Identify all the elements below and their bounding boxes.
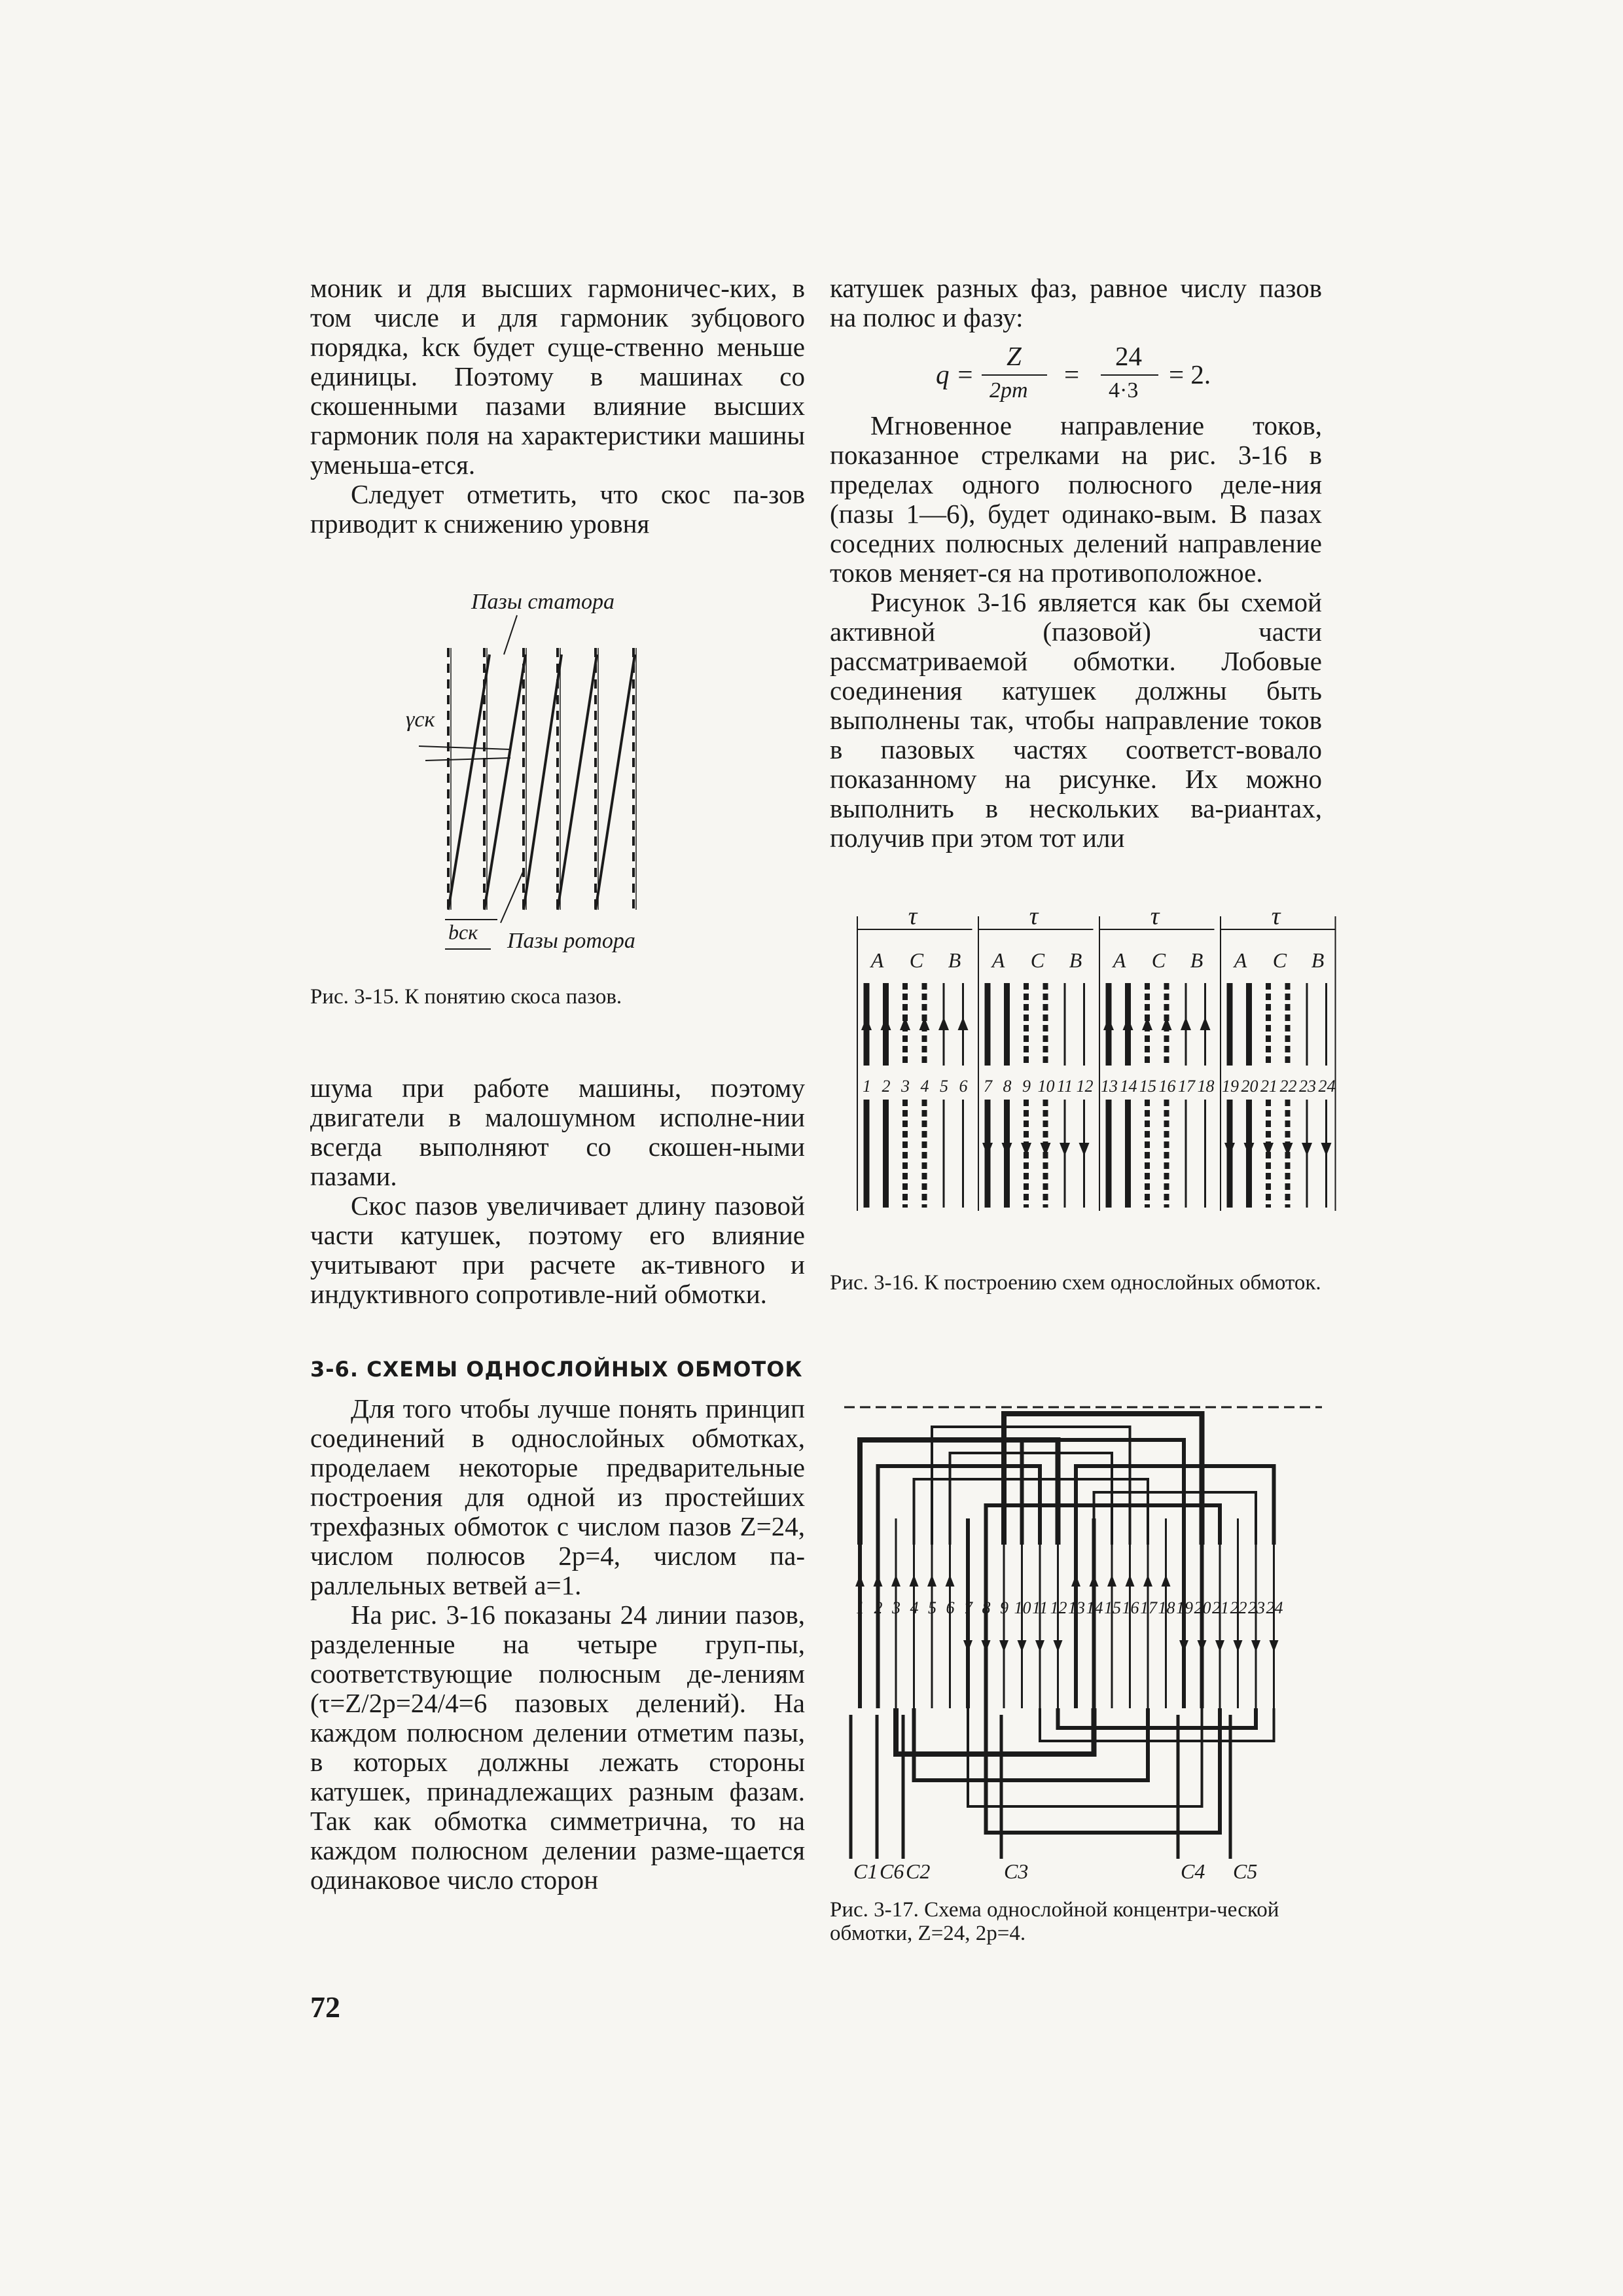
phase-label: C [1272, 948, 1287, 972]
end-connection [932, 1427, 1130, 1545]
current-arrow [1090, 1575, 1099, 1587]
slot-number: 19 [1176, 1598, 1193, 1617]
slot-number: 19 [1222, 1077, 1239, 1096]
current-arrow [982, 1640, 991, 1652]
page-number: 72 [310, 1990, 340, 2024]
phase-label: C [909, 948, 924, 972]
current-arrow [1079, 1143, 1090, 1156]
label-stator-slots: Пазы статора [471, 590, 615, 614]
tau-label: τ [1271, 910, 1281, 930]
end-connection [896, 1708, 1094, 1754]
slot-number: 6 [959, 1077, 968, 1096]
slot-number: 17 [1178, 1077, 1195, 1096]
formula-denominator: 4·3 [1109, 378, 1139, 403]
current-arrow [1143, 1575, 1152, 1587]
current-arrow [938, 1017, 949, 1030]
terminal-label: C1 [853, 1859, 878, 1883]
current-arrow [855, 1575, 865, 1587]
slot-number: 11 [1032, 1598, 1048, 1617]
slot-number: 2 [874, 1598, 883, 1617]
current-arrow [999, 1640, 1008, 1652]
paragraph: моник и для высших гармоничес-ких, в том числе и для гармоник зубцового порядка, kск будет суще-ственно меньше единицы. Поэтому в машинах со скошенными пазами влияние высших гармоник поля на характеристики машины уменьша-ется. [310, 273, 805, 480]
current-arrow [1198, 1640, 1207, 1652]
end-connection [1040, 1708, 1274, 1741]
slot-number: 21 [1260, 1077, 1277, 1096]
end-connection [1058, 1708, 1257, 1728]
phase-label: A [1234, 948, 1247, 972]
end-connection [1094, 1492, 1257, 1545]
current-arrow [1283, 1143, 1293, 1156]
current-arrow [1321, 1143, 1332, 1156]
slot-number: 14 [1086, 1598, 1103, 1617]
current-arrow [1200, 1017, 1211, 1030]
slot-number: 2 [882, 1077, 891, 1096]
end-connection [914, 1708, 1149, 1780]
paragraph: Для того чтобы лучше понять принцип соединений в однослойных обмотках, проделаем некоторые предварительные построения для одной из простейших трехфазных обмоток с числом пазов Z=24, числом полюсов 2p=4, числом па-раллельных ветвей a=1. [310, 1393, 805, 1600]
current-arrow [1251, 1640, 1260, 1652]
slot-number: 10 [1014, 1598, 1031, 1617]
current-arrow [910, 1575, 919, 1587]
rotor-slot [558, 655, 597, 910]
current-arrow [891, 1575, 901, 1587]
slot-number: 5 [940, 1077, 948, 1096]
figure-3-15 [366, 583, 694, 1001]
slot-number: 11 [1057, 1077, 1073, 1096]
right-column [830, 274, 1322, 332]
end-connection [860, 1440, 1058, 1545]
rotor-slot [596, 655, 635, 910]
terminal-label: C6 [880, 1859, 904, 1883]
slot-number: 7 [964, 1598, 972, 1617]
current-arrow [1181, 1017, 1191, 1030]
phase-label: B [1069, 948, 1082, 972]
slot-number: 16 [1158, 1077, 1176, 1096]
paragraph: На рис. 3-16 показаны 24 линии пазов, разделенные на четыре груп-пы, соответствующие полюсным де-лениям (τ=Z/2p=24/4=6 пазовых делений). На каждом полюсном делении отметим пазы, в которых должны лежать стороны катушек, принадлежащих разным фазам. Так как обмотка симметрична, то на каждом полюсном делении разме-щается одинаковое число сторон [310, 1600, 805, 1895]
slot-number: 18 [1158, 1598, 1175, 1617]
slot-number: 3 [901, 1077, 910, 1096]
paragraph: шума при работе машины, поэтому двигатели в малошумном исполне-нии всегда выполняют со скошен-ными пазами. [310, 1073, 805, 1191]
slot-number: 7 [984, 1077, 992, 1096]
slot-number: 10 [1037, 1077, 1055, 1096]
slot-number: 13 [1068, 1598, 1085, 1617]
end-connection [968, 1708, 1202, 1806]
slot-number: 22 [1230, 1598, 1247, 1617]
formula-q [936, 340, 1263, 406]
slot-number: 1 [863, 1077, 871, 1096]
rotor-slot [484, 655, 526, 910]
label-b: bск [448, 920, 478, 944]
current-arrow [1224, 1143, 1235, 1156]
formula-rhs: = 2. [1169, 359, 1211, 389]
current-arrow [861, 1017, 872, 1030]
current-arrow [919, 1017, 930, 1030]
current-arrow [1054, 1640, 1063, 1652]
tau-label: τ [1029, 910, 1039, 930]
current-arrow [1002, 1143, 1012, 1156]
current-arrow [1060, 1143, 1070, 1156]
phase-label: B [948, 948, 961, 972]
slot-number: 9 [1022, 1077, 1031, 1096]
terminal-label: C5 [1233, 1859, 1258, 1883]
current-arrow [1162, 1575, 1171, 1587]
current-arrow [1021, 1143, 1031, 1156]
slot-number: 12 [1050, 1598, 1067, 1617]
slot-number: 20 [1241, 1077, 1258, 1096]
section-heading: 3-6. СХЕМЫ ОДНОСЛОЙНЫХ ОБМОТОК [310, 1357, 803, 1382]
tau-label: τ [1150, 910, 1160, 930]
rotor-slot [524, 655, 562, 910]
current-arrow [982, 1143, 993, 1156]
left-column-continued [310, 1073, 805, 1309]
formula-numerator: Z [1007, 341, 1022, 371]
slot-number: 16 [1122, 1598, 1139, 1617]
terminal-label: C4 [1181, 1859, 1205, 1883]
current-arrow [946, 1575, 955, 1587]
slot-number: 23 [1299, 1077, 1316, 1096]
left-column-section [310, 1394, 805, 1895]
slot-number: 22 [1279, 1077, 1297, 1096]
phase-label: B [1311, 948, 1325, 972]
phase-label: C [1151, 948, 1166, 972]
slot-number: 9 [1000, 1598, 1008, 1617]
slot-number: 15 [1139, 1077, 1156, 1096]
current-arrow [927, 1575, 936, 1587]
phase-label: A [870, 948, 884, 972]
slot-number: 8 [1003, 1077, 1012, 1096]
current-arrow [1123, 1017, 1133, 1030]
phase-label: B [1190, 948, 1204, 972]
formula-numerator: 24 [1115, 341, 1142, 371]
label-rotor-slots: Пазы ротора [507, 929, 635, 953]
slot-number: 8 [982, 1598, 991, 1617]
current-arrow [958, 1017, 969, 1030]
current-arrow [1162, 1017, 1172, 1030]
slot-number: 18 [1197, 1077, 1215, 1096]
slot-number: 1 [856, 1598, 865, 1617]
formula-eq: = [1064, 359, 1080, 389]
current-arrow [1107, 1575, 1116, 1587]
slot-number: 5 [928, 1598, 936, 1617]
slot-number: 23 [1248, 1598, 1265, 1617]
phase-label: C [1030, 948, 1045, 972]
current-arrow [874, 1575, 883, 1587]
current-arrow [1244, 1143, 1255, 1156]
paragraph: Следует отметить, что скос па-зов приводит к снижению уровня [310, 479, 805, 539]
formula-denominator: 2pm [990, 378, 1028, 403]
paragraph: Мгновенное направление токов, показанное стрелками на рис. 3-16 в пределах одного полюсного деле-ния (пазы 1—6), будет одинако-вым. В пазах соседних полюсных делений направление токов меняет-ся на противоположное. [830, 410, 1322, 588]
paragraph: катушек разных фаз, равное числу пазов на полюс и фазу: [830, 273, 1322, 332]
slot-number: 12 [1076, 1077, 1094, 1096]
slot-number: 6 [946, 1598, 955, 1617]
current-arrow [1302, 1143, 1312, 1156]
slot-number: 24 [1318, 1077, 1336, 1096]
fig15-caption: Рис. 3-15. К понятию скоса пазов. [310, 985, 622, 1009]
current-arrow [900, 1017, 910, 1030]
phase-label: A [991, 948, 1005, 972]
right-column-continued [830, 411, 1322, 853]
slot-number: 24 [1266, 1598, 1283, 1617]
current-arrow [963, 1640, 972, 1652]
current-arrow [1142, 1017, 1152, 1030]
current-arrow [881, 1017, 891, 1030]
current-arrow [1071, 1575, 1080, 1587]
slot-number: 17 [1140, 1598, 1157, 1617]
current-arrow [1179, 1640, 1188, 1652]
current-arrow [1270, 1640, 1279, 1652]
current-arrow [1126, 1575, 1135, 1587]
slot-number: 4 [910, 1598, 919, 1617]
phase-label: A [1113, 948, 1126, 972]
slot-number: 14 [1120, 1077, 1137, 1096]
figure-3-17 [838, 1388, 1335, 1885]
terminal-label: C2 [906, 1859, 931, 1883]
current-arrow [1035, 1640, 1044, 1652]
paragraph: Рисунок 3-16 является как бы схемой активной (пазовой) части рассматриваемой обмотки. Лобовые соединения катушек должны быть выполнены так, чтобы направление токов в пазовых частях соответст-вовало показанному на рисунке. Их можно выполнить в нескольких ва-риантах, получив при этом тот или [830, 587, 1322, 853]
slot-number: 4 [920, 1077, 929, 1096]
figure-3-16 [848, 910, 1346, 1250]
current-arrow [1103, 1017, 1114, 1030]
fig17-caption: Рис. 3-17. Схема однослойной концентри-ческой обмотки, Z=24, 2p=4. [830, 1898, 1279, 1945]
current-arrow [1215, 1640, 1224, 1652]
current-arrow [1234, 1640, 1243, 1652]
terminal-label: C3 [1004, 1859, 1029, 1883]
left-column [310, 274, 805, 539]
tau-label: τ [908, 910, 918, 930]
label-gamma: γск [406, 708, 435, 732]
slot-number: 21 [1212, 1598, 1229, 1617]
slot-number: 20 [1194, 1598, 1211, 1617]
current-arrow [1018, 1640, 1027, 1652]
fig16-caption: Рис. 3-16. К построению схем однослойных обмоток. [830, 1271, 1321, 1295]
slot-number: 15 [1104, 1598, 1121, 1617]
paragraph: Скос пазов увеличивает длину пазовой части катушек, поэтому его влияние учитывают при расчете ак-тивного и индуктивного сопротивле-ний обмотки. [310, 1191, 805, 1309]
formula-lhs: q = [936, 359, 974, 389]
current-arrow [1041, 1143, 1051, 1156]
slot-number: 13 [1101, 1077, 1118, 1096]
current-arrow [1263, 1143, 1274, 1156]
slot-number: 3 [892, 1598, 901, 1617]
